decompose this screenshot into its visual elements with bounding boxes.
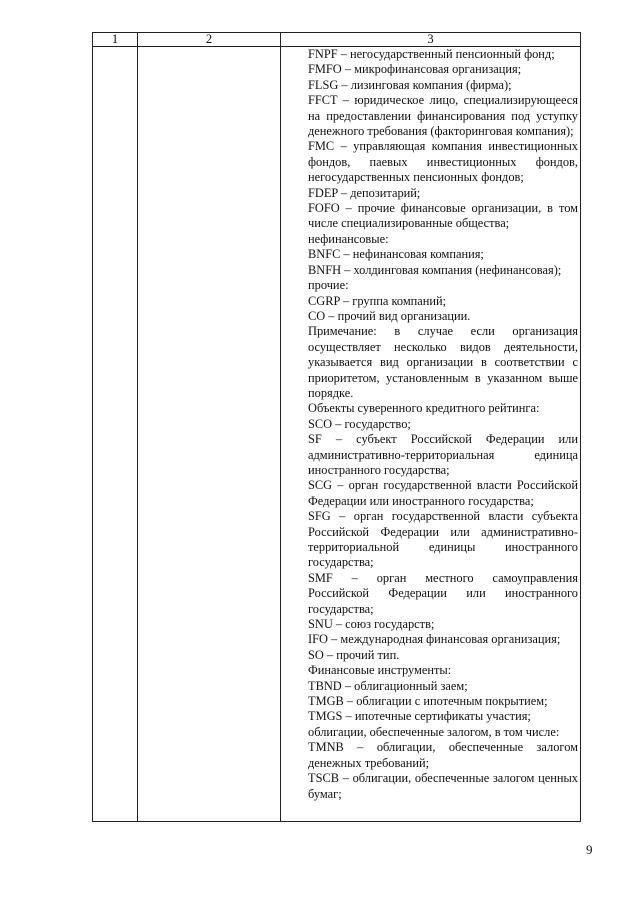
list-item: прочие: — [308, 278, 349, 293]
table-cell-col2 — [138, 47, 281, 822]
list-item: SO – прочий тип. — [308, 647, 400, 662]
column-header-3: 3 — [281, 33, 581, 47]
list-item: CGRP – группа компаний; — [308, 293, 447, 308]
list-item: TMNB – облигации, обеспеченные залогом денежных требований; — [308, 740, 578, 770]
list-item: TSCB – облигации, обеспеченные залогом ценных бумаг; — [308, 771, 578, 801]
list-item: BNFH – холдинговая компания (нефинансовая); — [308, 262, 562, 277]
list-item: FLSG – лизинговая компания (фирма); — [308, 77, 512, 92]
table-header-row — [93, 33, 581, 47]
list-item: SFG – орган государственной власти субъекта Российской Федерации или административно-территориальной единицы иностранного государства; — [308, 509, 578, 570]
list-item: FMC – управляющая компания инвестиционных фондов, паевых инвестиционных фондов, негосударственных пенсионных фондов; — [308, 139, 578, 185]
list-item: BNFC – нефинансовая компания; — [308, 247, 484, 262]
list-item: CO – прочий вид организации. — [308, 308, 471, 323]
list-item: FDEP – депозитарий; — [308, 185, 421, 200]
list-item: FNPF – негосударственный пенсионный фонд; — [308, 47, 555, 61]
table-cell-col3 — [281, 47, 581, 822]
list-item: SMF – орган местного самоуправления Российской Федерации или иностранного государства; — [308, 570, 578, 616]
list-item: SCO – государство; — [308, 416, 411, 431]
column-header-2: 2 — [138, 33, 281, 47]
list-item: Примечание: в случае если организация осуществляет несколько видов деятельности, указывается вид организации в соответствии с приоритетом, установленным в указанном выше порядке. — [308, 324, 578, 400]
list-item: SF – субъект Российской Федерации или административно-территориальная единица иностранного государства; — [308, 432, 578, 477]
list-item: облигации, обеспеченные залогом, в том числе: — [308, 724, 560, 739]
page-number: 9 — [586, 842, 593, 857]
code-list — [284, 47, 578, 802]
list-item: TMGB – облигации с ипотечным покрытием; — [308, 694, 548, 709]
list-item: FMFO – микрофинансовая организация; — [308, 62, 522, 77]
list-item: нефинансовые: — [308, 231, 389, 246]
column-header-1: 1 — [93, 33, 138, 47]
list-item: FFCT – юридическое лицо, специализирующееся на предоставлении финансирования под уступку денежного требования (факторинговая компания); — [308, 93, 578, 139]
list-item: SCG – орган государственной власти Российской Федерации или иностранного государства; — [308, 478, 578, 508]
list-item: Объекты суверенного кредитного рейтинга: — [308, 401, 540, 416]
list-item: FOFO – прочие финансовые организации, в том числе специализированные общества; — [308, 201, 578, 231]
table-cell-col1 — [93, 47, 138, 822]
list-item: TMGS – ипотечные сертификаты участия; — [308, 709, 531, 724]
document-table — [92, 32, 581, 822]
list-item: SNU – союз государств; — [308, 617, 435, 632]
list-item: Финансовые инструменты: — [308, 663, 452, 678]
list-item: TBND – облигационный заем; — [308, 678, 468, 693]
table-row — [93, 47, 581, 822]
list-item: IFO – международная финансовая организация; — [308, 632, 561, 647]
